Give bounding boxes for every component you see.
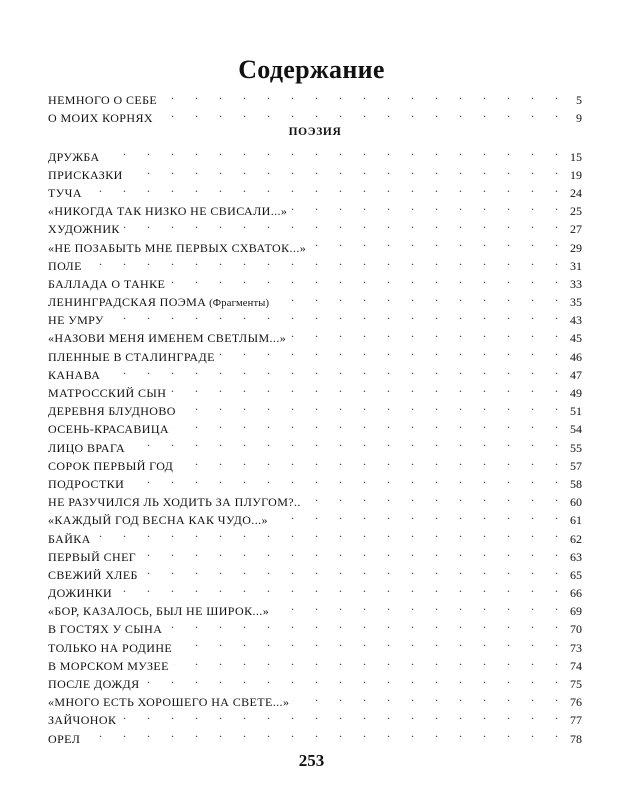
intro-entries bbox=[48, 86, 582, 126]
dot-leader bbox=[116, 579, 558, 597]
toc-entry-page: 51 bbox=[570, 404, 582, 419]
toc-entry bbox=[48, 543, 582, 564]
toc-entry-title: ЛЕНИНГРАДСКАЯ ПОЭМА bbox=[48, 295, 207, 310]
toc-entry-title: БАЛЛАДА О ТАНКЕ bbox=[48, 276, 166, 291]
toc-entry-page: 31 bbox=[570, 258, 582, 273]
toc-entry-page: 33 bbox=[570, 276, 582, 291]
page-title: Содержание bbox=[238, 55, 385, 84]
toc-entry-page: 15 bbox=[570, 149, 582, 164]
toc-entry-title: ОСЕНЬ-КРАСАВИЦА bbox=[48, 422, 169, 437]
section-entries bbox=[48, 142, 582, 746]
toc-entry bbox=[48, 452, 582, 473]
toc-entry bbox=[48, 86, 582, 108]
dot-leader bbox=[180, 397, 558, 415]
toc-entry-title: КАНАВА bbox=[48, 367, 101, 382]
dot-leader bbox=[166, 615, 558, 633]
dot-leader bbox=[95, 524, 558, 542]
toc-entry bbox=[48, 524, 582, 546]
toc-entry-title: СВЕЖИЙ ХЛЕБ bbox=[48, 567, 138, 582]
toc-entry-title: НЕ УМРУ bbox=[48, 313, 104, 328]
toc-entry bbox=[48, 252, 582, 273]
toc-entry bbox=[48, 379, 582, 401]
toc-entry-title: ТУЧА bbox=[48, 185, 82, 200]
toc-entry-title: ДЕРЕВНЯ БЛУДНОВО bbox=[48, 404, 176, 419]
toc-entry bbox=[48, 324, 582, 346]
toc-entry-title: ПОДРОСТКИ bbox=[48, 476, 125, 491]
toc-entry-page: 47 bbox=[570, 367, 582, 382]
toc-entry-page: 9 bbox=[576, 111, 582, 126]
dot-leader bbox=[129, 433, 558, 451]
dot-leader bbox=[140, 543, 558, 561]
dot-leader bbox=[108, 306, 558, 324]
toc-entry-title: ТОЛЬКО НА РОДИНЕ bbox=[48, 640, 173, 655]
toc-entry-title: О МОИХ КОРНЯХ bbox=[48, 111, 153, 126]
toc-entry-page: 66 bbox=[570, 586, 582, 601]
toc-entry-subtitle: (Фрагменты) bbox=[209, 298, 270, 310]
toc-entry-page: 63 bbox=[570, 549, 582, 564]
dot-leader bbox=[177, 452, 558, 470]
toc-entry-title: НЕМНОГО О СЕБЕ bbox=[48, 93, 158, 108]
toc-entry-page: 5 bbox=[576, 93, 582, 108]
toc-entry-title: В МОРСКОМ МУЗЕЕ bbox=[48, 658, 169, 673]
toc-entry bbox=[48, 361, 582, 382]
toc-entry bbox=[48, 724, 582, 746]
toc-entry-page: 54 bbox=[570, 422, 582, 437]
toc-entry-title: «НИКОГДА ТАК НИЗКО НЕ СВИСАЛИ...» bbox=[48, 204, 288, 219]
toc-entry bbox=[48, 706, 582, 728]
toc-entry bbox=[48, 597, 582, 619]
toc-entry-title: «МНОГО ЕСТЬ ХОРОШЕГО НА СВЕТЕ...» bbox=[48, 695, 290, 710]
toc-entry bbox=[48, 579, 582, 601]
toc-entry-page: 27 bbox=[570, 222, 582, 237]
toc-entry-title: «НЕ ПОЗАБЫТЬ МНЕ ПЕРВЫХ СХВАТОК...» bbox=[48, 240, 307, 255]
toc-entry bbox=[48, 306, 582, 328]
toc-entry-page: 55 bbox=[570, 440, 582, 455]
toc-entry-page: 70 bbox=[570, 622, 582, 637]
toc-entry-title: ПЕРВЫЙ СНЕГ bbox=[48, 549, 137, 564]
toc-entry-title: ПРИСКАЗКИ bbox=[48, 167, 123, 182]
toc-entry bbox=[48, 197, 582, 219]
toc-entry-page: 43 bbox=[570, 313, 582, 328]
dot-leader bbox=[290, 324, 558, 342]
toc-entry bbox=[48, 161, 582, 182]
toc-entry bbox=[48, 270, 582, 291]
toc-entry bbox=[48, 470, 582, 491]
dot-leader bbox=[104, 361, 558, 379]
toc-entry-title: ОРЕЛ bbox=[48, 731, 81, 746]
dot-leader bbox=[272, 506, 558, 524]
toc-entry-page: 62 bbox=[570, 531, 582, 546]
toc-entry-page: 69 bbox=[570, 604, 582, 619]
toc-entry-page: 29 bbox=[570, 240, 582, 255]
dot-leader bbox=[291, 197, 558, 215]
toc-entry-page: 19 bbox=[570, 167, 582, 182]
toc-entry-page: 76 bbox=[570, 695, 582, 710]
dot-leader bbox=[293, 688, 558, 706]
toc-entry-title: НЕ РАЗУЧИЛСЯ ЛЬ ХОДИТЬ ЗА ПЛУГОМ?.. bbox=[48, 495, 301, 510]
toc-entry-page: 46 bbox=[570, 349, 582, 364]
dot-leader bbox=[173, 415, 558, 433]
toc-entry-page: 49 bbox=[570, 386, 582, 401]
toc-entry-page: 75 bbox=[570, 677, 582, 692]
dot-leader bbox=[219, 342, 558, 360]
toc-entry-title: В ГОСТЯХ У СЫНА bbox=[48, 622, 163, 637]
toc-entry-page: 45 bbox=[570, 331, 582, 346]
toc-entry-title: «НАЗОВИ МЕНЯ ИМЕНЕМ СВЕТЛЫМ...» bbox=[48, 331, 287, 346]
toc-entry-page: 65 bbox=[570, 567, 582, 582]
dot-leader bbox=[128, 470, 558, 488]
toc-entry-page: 57 bbox=[570, 458, 582, 473]
dot-leader bbox=[127, 161, 558, 179]
dot-leader bbox=[86, 179, 558, 197]
toc-entry-page: 74 bbox=[570, 658, 582, 673]
section-heading: ПОЭЗИЯ bbox=[288, 126, 342, 139]
toc-entry-page: 77 bbox=[570, 713, 582, 728]
toc-entry bbox=[48, 215, 582, 237]
toc-entry-title: «БОР, КАЗАЛОСЬ, БЫЛ НЕ ШИРОК...» bbox=[48, 604, 270, 619]
dot-leader bbox=[120, 706, 558, 724]
dot-leader bbox=[173, 652, 558, 670]
toc-entry-title: ПОСЛЕ ДОЖДЯ bbox=[48, 677, 140, 692]
toc-entry-page: 61 bbox=[570, 513, 582, 528]
toc-entry-title: ДРУЖБА bbox=[48, 149, 100, 164]
toc-entry-title: ДОЖИНКИ bbox=[48, 586, 113, 601]
dot-leader bbox=[157, 104, 558, 122]
toc-entry-title: БАЙКА bbox=[48, 531, 91, 546]
toc-entry-title: «КАЖДЫЙ ГОД ВЕСНА КАК ЧУДО...» bbox=[48, 513, 268, 528]
dot-leader bbox=[170, 379, 558, 397]
dot-leader bbox=[176, 633, 558, 651]
toc-entry-title: ПЛЕННЫЕ В СТАЛИНГРАДЕ bbox=[48, 349, 215, 364]
toc-entry-page: 73 bbox=[570, 640, 582, 655]
toc-entry-page: 24 bbox=[570, 185, 582, 200]
toc-entry-page: 78 bbox=[570, 731, 582, 746]
dot-leader bbox=[310, 233, 558, 251]
dot-leader bbox=[84, 724, 558, 742]
dot-leader bbox=[144, 670, 558, 688]
toc-entry-title: ПОЛЕ bbox=[48, 258, 82, 273]
dot-leader bbox=[161, 86, 558, 104]
toc-entry-title: ХУДОЖНИК bbox=[48, 222, 120, 237]
toc-entry-page: 58 bbox=[570, 476, 582, 491]
dot-leader bbox=[104, 142, 558, 160]
dot-leader bbox=[142, 561, 558, 579]
dot-leader bbox=[124, 215, 558, 233]
toc-entry-page: 25 bbox=[570, 204, 582, 219]
toc-entry-page: 60 bbox=[570, 495, 582, 510]
toc-entry bbox=[48, 179, 582, 200]
page-number: 253 bbox=[298, 751, 325, 770]
toc-entry bbox=[48, 233, 582, 255]
dot-leader bbox=[169, 270, 558, 288]
dot-leader bbox=[273, 597, 558, 615]
toc-entry bbox=[48, 488, 582, 510]
dot-leader bbox=[305, 488, 558, 506]
toc-entry-title: МАТРОССКИЙ СЫН bbox=[48, 386, 167, 401]
dot-leader bbox=[86, 252, 558, 270]
toc-entry bbox=[48, 142, 582, 164]
toc-entry-title: ЗАЙЧОНОК bbox=[48, 713, 117, 728]
toc-entry-page: 35 bbox=[570, 295, 582, 310]
dot-leader bbox=[273, 288, 558, 306]
toc-entry-title: СОРОК ПЕРВЫЙ ГОД bbox=[48, 458, 174, 473]
toc-entry-title: ЛИЦО ВРАГА bbox=[48, 440, 126, 455]
table-of-contents bbox=[48, 86, 582, 746]
